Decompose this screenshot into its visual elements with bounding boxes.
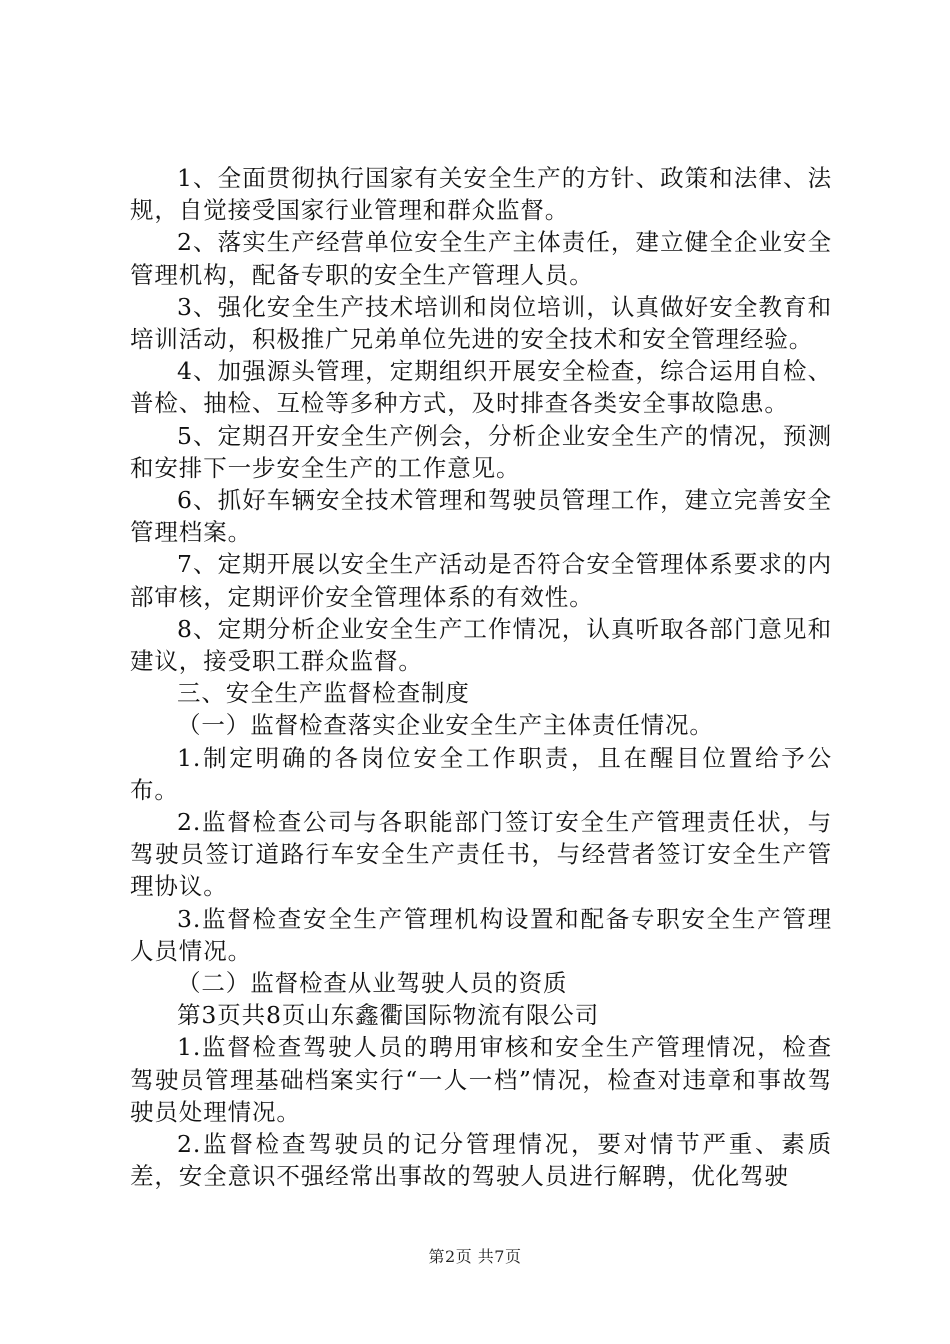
paragraph-12: 2.监督检查公司与各职能部门签订安全生产管理责任状，与驾驶员签订道路行车安全生产责任书，与经营者签订安全生产管理协议。 [130,808,832,901]
paragraph-5: 5、定期召开安全生产例会，分析企业安全生产的情况，预测和安排下一步安全生产的工作意见。 [130,421,832,482]
section-heading: 三、安全生产监督检查制度 [177,679,470,708]
page-footer: 第2页 共7页 [428,1247,522,1266]
paragraph-2: 2、落实生产经营单位安全生产主体责任，建立健全企业安全管理机构，配备专职的安全生产管理人员。 [130,228,832,289]
paragraph-3: 3、强化安全生产技术培训和岗位培训，认真做好安全教育和培训活动，积极推广兄弟单位先进的安全技术和安全管理经验。 [130,292,832,354]
document-body [130,162,832,1193]
embedded-page-note: 第3页共8页山东鑫衢国际物流有限公司 [177,1001,600,1030]
paragraph-7: 7、定期开展以安全生产活动是否符合安全管理体系要求的内部审核，定期评价安全管理体系的有效性。 [130,550,832,611]
paragraph-11: 1.制定明确的各岗位安全工作职责，且在醒目位置给予公布。 [130,743,832,804]
paragraph-8: 8、定期分析企业安全生产工作情况，认真听取各部门意见和建议，接受职工群众监督。 [130,614,832,676]
paragraph-16: 1.监督检查驾驶人员的聘用审核和安全生产管理情况，检查驾驶员管理基础档案实行“一人一档”情况，检查对违章和事故驾驶员处理情况。 [130,1033,832,1126]
paragraph-13: 3.监督检查安全生产管理机构设置和配备专职安全生产管理人员情况。 [130,904,832,965]
subsection-heading-2: （二）监督检查从业驾驶人员的资质 [177,969,568,998]
paragraph-6: 6、抓好车辆安全技术管理和驾驶员管理工作，建立完善安全管理档案。 [130,486,832,547]
subsection-heading-1: （一）监督检查落实企业安全生产主体责任情况。 [177,711,714,740]
paragraph-17: 2.监督检查驾驶员的记分管理情况，要对情节严重、素质差，安全意识不强经常出事故的驾驶人员进行解聘，优化驾驶 [130,1130,832,1191]
paragraph-1: 1、全面贯彻执行国家有关安全生产的方针、政策和法律、法规，自觉接受国家行业管理和群众监督。 [130,164,832,225]
paragraph-4: 4、加强源头管理，定期组织开展安全检查，综合运用自检、普检、抽检、互检等多种方式，及时排查各类安全事故隐患。 [130,357,832,418]
